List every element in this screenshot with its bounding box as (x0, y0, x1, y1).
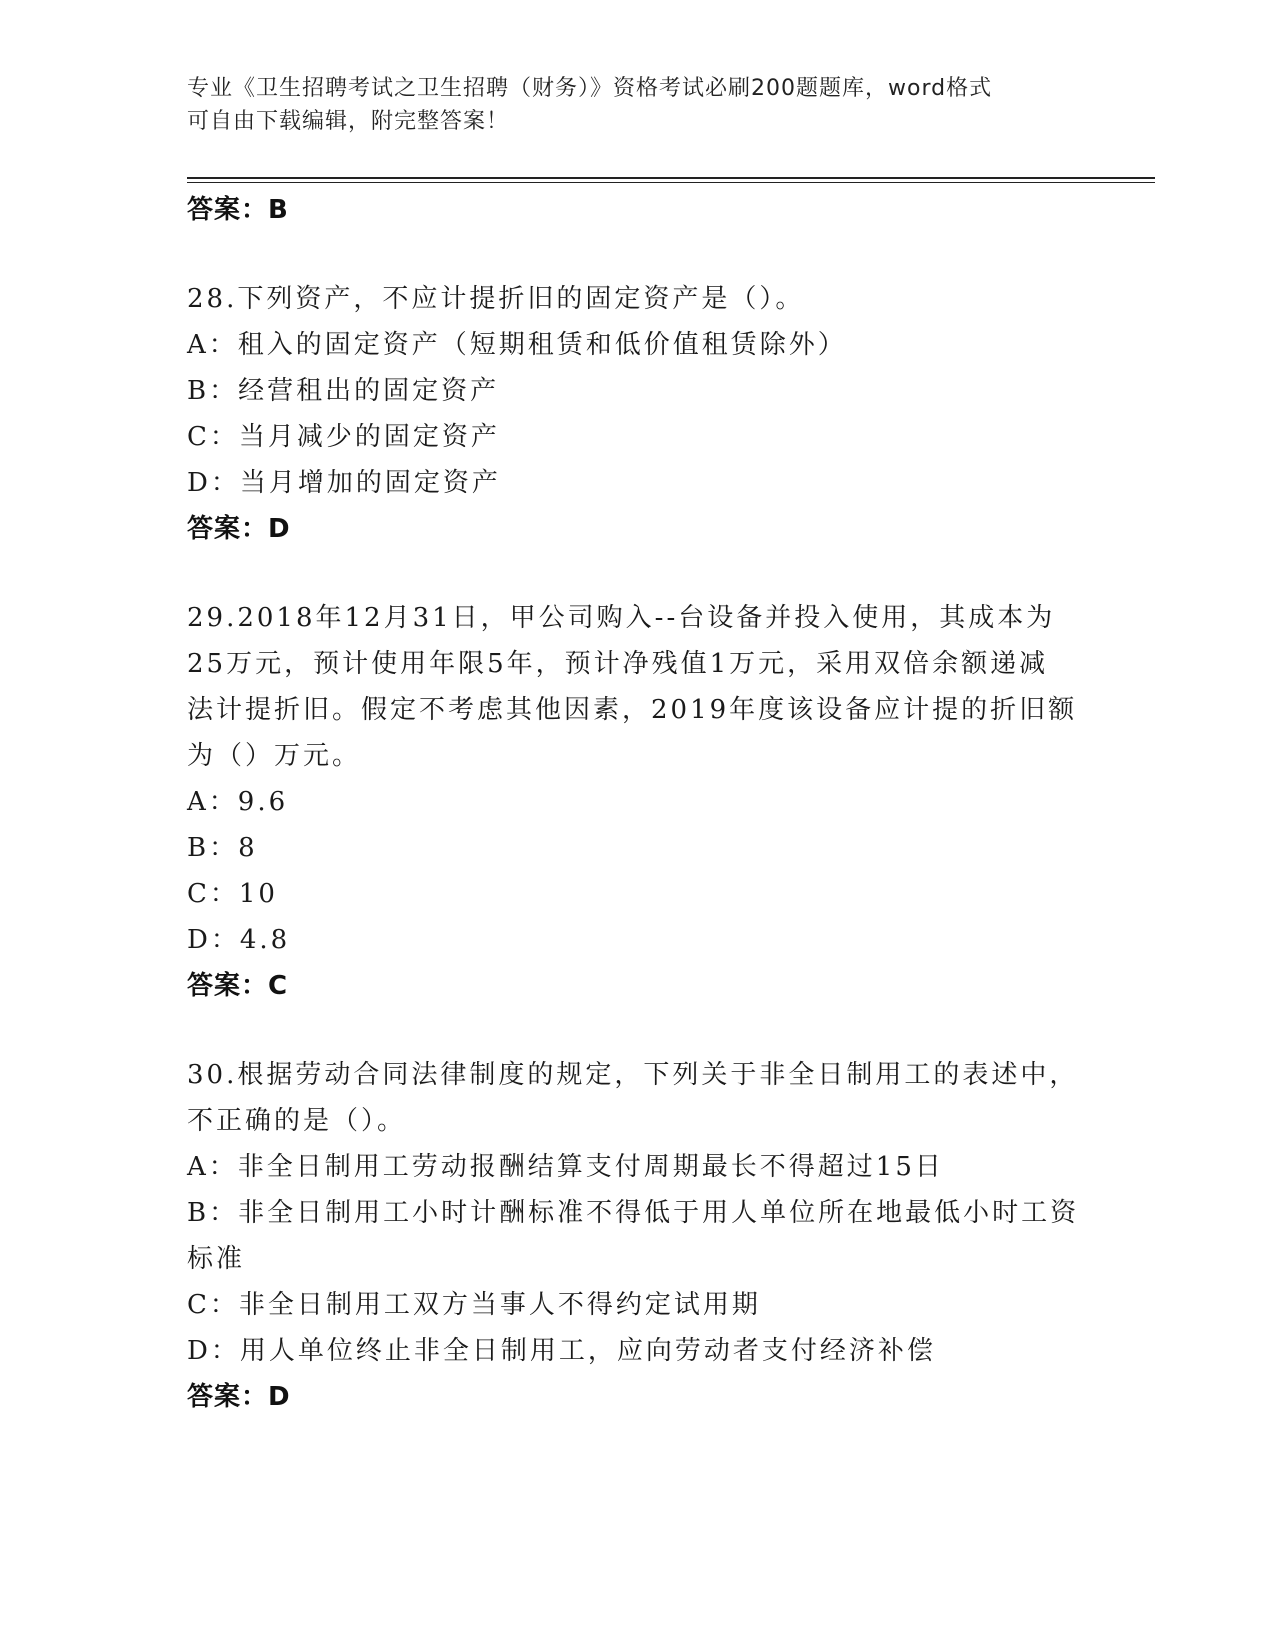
option-b (187, 825, 1087, 871)
document-header (187, 72, 1067, 138)
option-b (187, 1190, 1087, 1282)
option-line: D：4.8 (187, 925, 291, 955)
question-28 (187, 276, 1087, 552)
option-c (187, 414, 1087, 460)
option-line: A：租入的固定资产（短期租赁和低价值租赁除外） (187, 330, 847, 360)
stem-line: 28.下列资产，不应计提折旧的固定资产是（）。 (187, 284, 805, 314)
stem-line: 法计提折旧。假定不考虑其他因素，2019年度该设备应计提的折旧额 (187, 695, 1078, 725)
option-line: B：非全日制用工小时计酬标准不得低于用人单位所在地最低小时工资 (187, 1198, 1080, 1228)
option-line: A：非全日制用工劳动报酬结算支付周期最长不得超过15日 (187, 1152, 944, 1182)
question-stem (187, 1052, 1087, 1144)
option-line: D：用人单位终止非全日制用工，应向劳动者支付经济补偿 (187, 1336, 936, 1366)
answer: 答案：D (187, 514, 291, 544)
option-line: 标准 (187, 1244, 246, 1274)
header-line-1: 专业《卫生招聘考试之卫生招聘（财务）》资格考试必刷200题题库，word格式 (187, 76, 993, 101)
question-30 (187, 1052, 1087, 1420)
option-line: B：经营租出的固定资产 (187, 376, 500, 406)
option-line: D：当月增加的固定资产 (187, 468, 501, 498)
option-a (187, 779, 1087, 825)
option-line: C：10 (187, 879, 278, 909)
header-line-2: 可自由下载编辑，附完整答案！ (187, 109, 510, 134)
previous-answer: 答案：B (187, 195, 289, 225)
stem-line: 29.2018年12月31日，甲公司购入--台设备并投入使用，其成本为 (187, 603, 1056, 633)
stem-line: 为（）万元。 (187, 741, 362, 771)
stem-line: 25万元，预计使用年限5年，预计净残值1万元，采用双倍余额递减 (187, 649, 1049, 679)
answer: 答案：D (187, 1382, 291, 1412)
question-29 (187, 595, 1087, 1009)
stem-line: 不正确的是（）。 (187, 1106, 407, 1136)
option-c (187, 871, 1087, 917)
document-body (187, 187, 1087, 1420)
option-a (187, 1144, 1087, 1190)
option-d (187, 1328, 1087, 1374)
option-d (187, 917, 1087, 963)
option-line: C：当月减少的固定资产 (187, 422, 500, 452)
question-stem (187, 595, 1087, 779)
option-line: B：8 (187, 833, 258, 863)
option-a (187, 322, 1087, 368)
option-c (187, 1282, 1087, 1328)
header-divider-thin (187, 182, 1155, 183)
option-line: A：9.6 (187, 787, 289, 817)
stem-line: 30.根据劳动合同法律制度的规定，下列关于非全日制用工的表述中， (187, 1060, 1079, 1090)
header-divider-thick (187, 177, 1155, 179)
option-d (187, 460, 1087, 506)
question-stem (187, 276, 1087, 322)
option-b (187, 368, 1087, 414)
answer: 答案：C (187, 971, 289, 1001)
option-line: C：非全日制用工双方当事人不得约定试用期 (187, 1290, 761, 1320)
